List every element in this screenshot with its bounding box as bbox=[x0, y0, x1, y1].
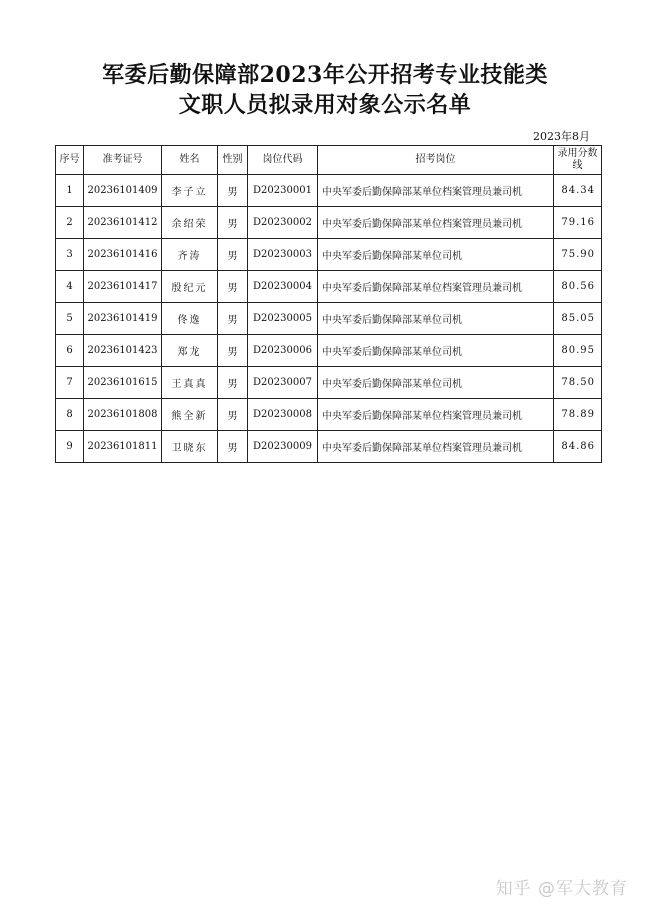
cell-post: 中央军委后勤保障部某单位档案管理员兼司机 bbox=[318, 175, 554, 207]
cell-no: 8 bbox=[56, 399, 84, 431]
cell-name: 王真真 bbox=[162, 367, 218, 399]
cell-no: 5 bbox=[56, 303, 84, 335]
candidate-table bbox=[55, 145, 602, 463]
cell-gender: 男 bbox=[218, 399, 248, 431]
table-row bbox=[56, 431, 602, 463]
cell-post: 中央军委后勤保障部某单位司机 bbox=[318, 303, 554, 335]
cell-name: 佟逸 bbox=[162, 303, 218, 335]
cell-post: 中央军委后勤保障部某单位档案管理员兼司机 bbox=[318, 399, 554, 431]
cell-name: 熊全新 bbox=[162, 399, 218, 431]
cell-post-code: D20230005 bbox=[248, 303, 318, 335]
cell-gender: 男 bbox=[218, 335, 248, 367]
cell-no: 2 bbox=[56, 207, 84, 239]
document-date: 2023年8月 bbox=[533, 130, 590, 143]
header-post: 招考岗位 bbox=[318, 146, 554, 175]
cell-exam-id: 20236101409 bbox=[84, 175, 162, 207]
cell-gender: 男 bbox=[218, 239, 248, 271]
cell-post-code: D20230009 bbox=[248, 431, 318, 463]
cell-post: 中央军委后勤保障部某单位档案管理员兼司机 bbox=[318, 207, 554, 239]
cell-score: 84.34 bbox=[554, 175, 602, 207]
cell-score: 78.89 bbox=[554, 399, 602, 431]
cell-post: 中央军委后勤保障部某单位档案管理员兼司机 bbox=[318, 431, 554, 463]
cell-exam-id: 20236101412 bbox=[84, 207, 162, 239]
cell-name: 郑龙 bbox=[162, 335, 218, 367]
document-title-line1: 军委后勤保障部2023年公开招考专业技能类 bbox=[102, 62, 548, 88]
cell-score: 78.50 bbox=[554, 367, 602, 399]
cell-gender: 男 bbox=[218, 175, 248, 207]
cell-exam-id: 20236101811 bbox=[84, 431, 162, 463]
cell-name: 李子立 bbox=[162, 175, 218, 207]
document-title-line2: 文职人员拟录用对象公示名单 bbox=[178, 92, 472, 118]
cell-exam-id: 20236101417 bbox=[84, 271, 162, 303]
watermark-text: 知乎 @军大教育 bbox=[495, 879, 628, 899]
cell-post-code: D20230002 bbox=[248, 207, 318, 239]
header-gender: 性别 bbox=[218, 146, 248, 175]
cell-exam-id: 20236101416 bbox=[84, 239, 162, 271]
cell-gender: 男 bbox=[218, 303, 248, 335]
table-row bbox=[56, 271, 602, 303]
cell-post-code: D20230007 bbox=[248, 367, 318, 399]
cell-post: 中央军委后勤保障部某单位司机 bbox=[318, 335, 554, 367]
cell-name: 齐涛 bbox=[162, 239, 218, 271]
table-row bbox=[56, 207, 602, 239]
header-post-code: 岗位代码 bbox=[248, 146, 318, 175]
cell-score: 85.05 bbox=[554, 303, 602, 335]
cell-no: 7 bbox=[56, 367, 84, 399]
cell-post: 中央军委后勤保障部某单位司机 bbox=[318, 239, 554, 271]
cell-exam-id: 20236101808 bbox=[84, 399, 162, 431]
table-row bbox=[56, 367, 602, 399]
header-no: 序号 bbox=[56, 146, 84, 175]
cell-no: 4 bbox=[56, 271, 84, 303]
cell-post: 中央军委后勤保障部某单位档案管理员兼司机 bbox=[318, 271, 554, 303]
table-row bbox=[56, 335, 602, 367]
cell-post-code: D20230003 bbox=[248, 239, 318, 271]
cell-score: 75.90 bbox=[554, 239, 602, 271]
table-row bbox=[56, 239, 602, 271]
cell-score: 80.95 bbox=[554, 335, 602, 367]
cell-post-code: D20230001 bbox=[248, 175, 318, 207]
cell-score: 79.16 bbox=[554, 207, 602, 239]
cell-name: 卫晓东 bbox=[162, 431, 218, 463]
cell-gender: 男 bbox=[218, 207, 248, 239]
cell-gender: 男 bbox=[218, 271, 248, 303]
cell-no: 6 bbox=[56, 335, 84, 367]
cell-no: 1 bbox=[56, 175, 84, 207]
header-name: 姓名 bbox=[162, 146, 218, 175]
cell-name: 余绍荣 bbox=[162, 207, 218, 239]
cell-post: 中央军委后勤保障部某单位司机 bbox=[318, 367, 554, 399]
cell-gender: 男 bbox=[218, 431, 248, 463]
cell-score: 84.86 bbox=[554, 431, 602, 463]
cell-post-code: D20230008 bbox=[248, 399, 318, 431]
cell-post-code: D20230006 bbox=[248, 335, 318, 367]
table-row bbox=[56, 399, 602, 431]
header-score: 录用分数线 bbox=[554, 146, 602, 175]
cell-exam-id: 20236101419 bbox=[84, 303, 162, 335]
cell-post-code: D20230004 bbox=[248, 271, 318, 303]
cell-name: 殷纪元 bbox=[162, 271, 218, 303]
cell-score: 80.56 bbox=[554, 271, 602, 303]
cell-exam-id: 20236101423 bbox=[84, 335, 162, 367]
cell-gender: 男 bbox=[218, 367, 248, 399]
cell-no: 9 bbox=[56, 431, 84, 463]
cell-exam-id: 20236101615 bbox=[84, 367, 162, 399]
table-header-row bbox=[56, 146, 602, 175]
table-row bbox=[56, 303, 602, 335]
table-row bbox=[56, 175, 602, 207]
header-exam-id: 准考证号 bbox=[84, 146, 162, 175]
cell-no: 3 bbox=[56, 239, 84, 271]
